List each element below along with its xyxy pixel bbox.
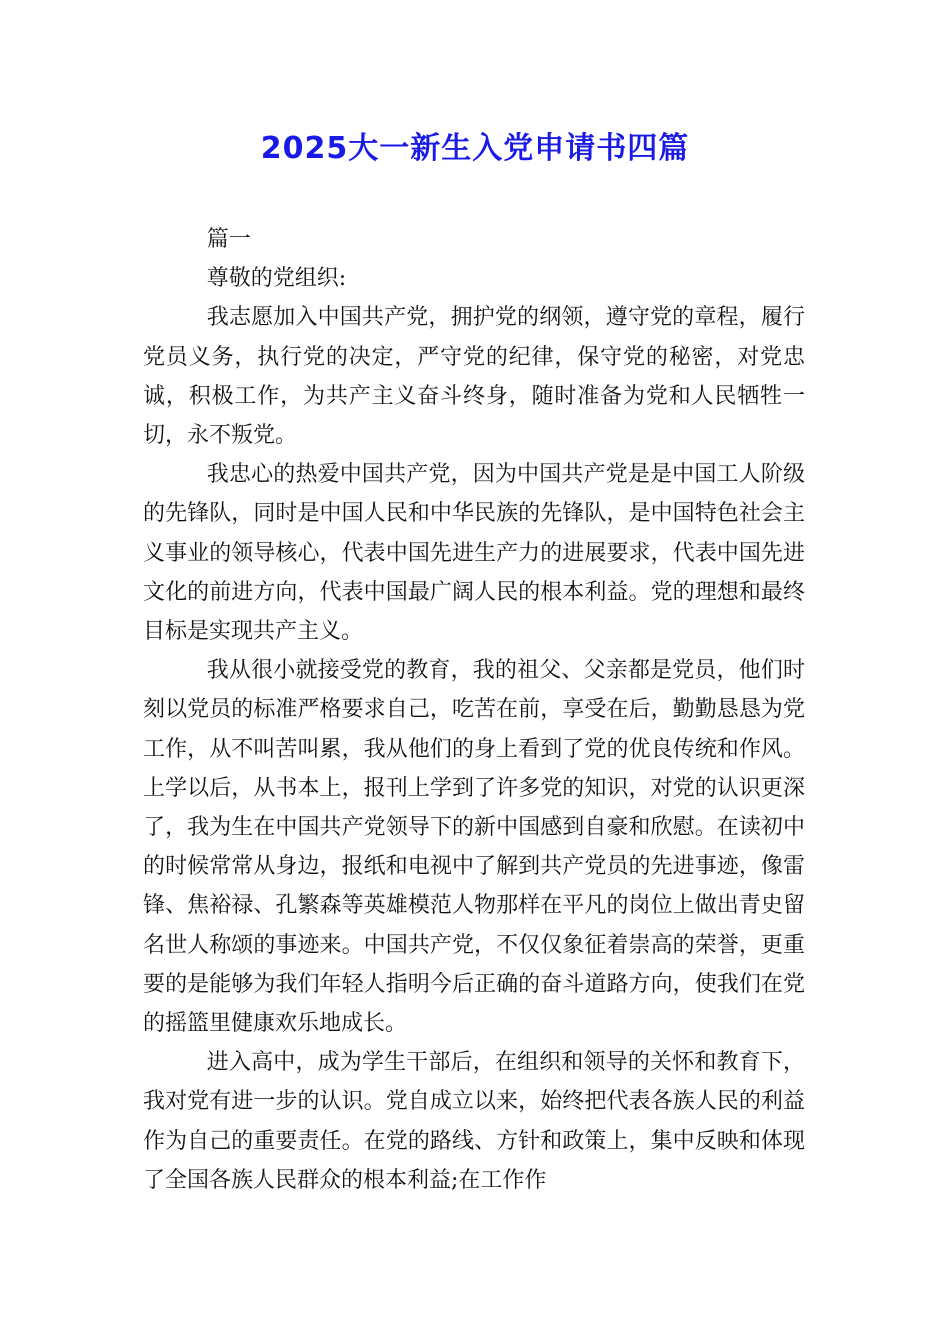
document-title: 2025大一新生入党申请书四篇 — [260, 131, 690, 166]
paragraph: 我志愿加入中国共产党，拥护党的纲领，遵守党的章程，履行党员义务，执行党的决定，严守党的纪律，保守党的秘密，对党忠诚，积极工作，为共产主义奋斗终身，随时准备为党和人民牺牲一切，永不叛党。 — [143, 305, 805, 449]
document-body — [143, 220, 805, 1200]
salutation: 尊敬的党组织: — [206, 266, 347, 292]
paragraph: 我忠心的热爱中国共产党，因为中国共产党是是中国工人阶级的先锋队，同时是中国人民和中华民族的先锋队，是中国特色社会主义事业的领导核心，代表中国先进生产力的进展要求，代表中国先进文化的前进方向，代表中国最广阔人民的根本利益。党的理想和最终目标是实现共产主义。 — [143, 462, 805, 645]
section-heading: 篇一 — [206, 227, 251, 252]
paragraph: 我从很小就接受党的教育，我的祖父、父亲都是党员，他们时刻以党员的标准严格要求自己，吃苦在前，享受在后，勤勤恳恳为党工作，从不叫苦叫累，我从他们的身上看到了党的优良传统和作风。上学以后，从书本上，报刊上学到了许多党的知识，对党的认识更深了，我为生在中国共产党领导下的新中国感到自豪和欣慰。在读初中的时候常常从身边，报纸和电视中了解到共产党员的先进事迹，像雷锋、焦裕禄、孔繁森等英雄模范人物那样在平凡的岗位上做出青史留名世人称颂的事迹来。中国共产党，不仅仅象征着崇高的荣誉，更重要的是能够为我们年轻人指明今后正确的奋斗道路方向，使我们在党的摇篮里健康欢乐地成长。 — [143, 658, 805, 1037]
paragraph: 进入高中，成为学生干部后，在组织和领导的关怀和教育下，我对党有进一步的认识。党自成立以来，始终把代表各族人民的利益作为自己的重要责任。在党的路线、方针和政策上，集中反映和体现了全国各族人民群众的根本利益;在工作作 — [143, 1050, 805, 1193]
